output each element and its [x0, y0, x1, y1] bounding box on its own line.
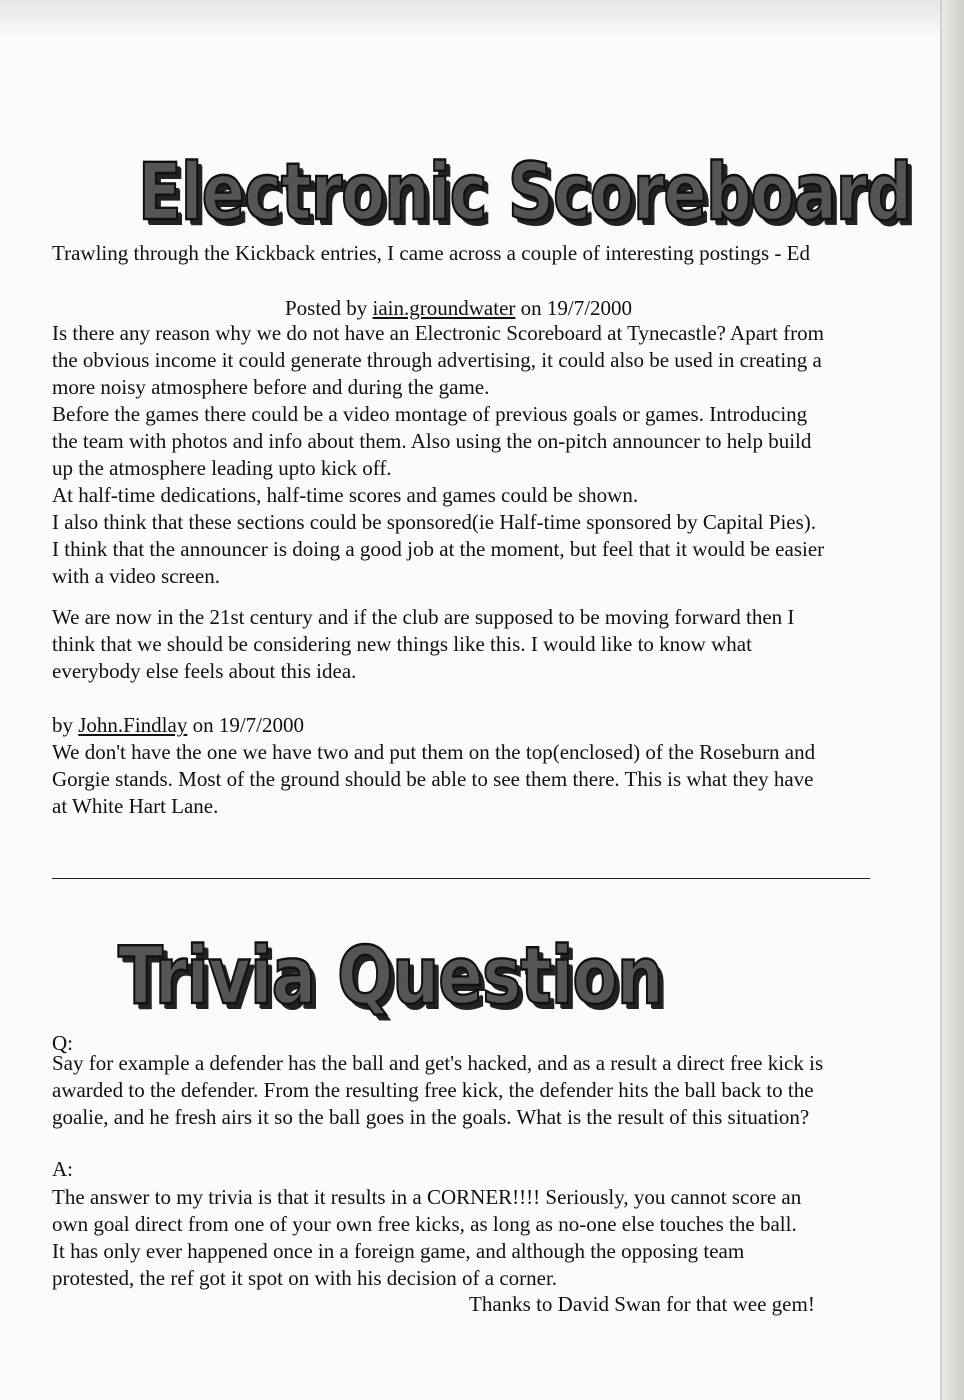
page-spine: [942, 0, 964, 1400]
post1-line: We are now in the 21st century and if the club are supposed to be moving forward then I: [52, 605, 795, 629]
posted-by-prefix: Posted by: [285, 296, 373, 320]
post1-line: more noisy atmosphere before and during the game.: [52, 375, 490, 399]
post2-body: [52, 739, 892, 820]
post1-line: everybody else feels about this idea.: [52, 659, 357, 683]
post1-line: with a video screen.: [52, 564, 220, 588]
post1-line: I also think that these sections could be sponsored(ie Half-time sponsored by Capital Pies).: [52, 510, 817, 534]
heading-trivia-question: Trivia Question: [118, 930, 663, 1023]
post1-line: I think that the announcer is doing a good job at the moment, but feel that it would be easier: [52, 537, 825, 561]
answer-line: The answer to my trivia is that it results in a CORNER!!!! Seriously, you cannot score an: [52, 1185, 802, 1209]
post1-line: up the atmosphere leading upto kick off.: [52, 456, 392, 480]
intro-line: Trawling through the Kickback entries, I came across a couple of interesting postings - Ed: [52, 241, 810, 265]
post1-author: iain.groundwater: [372, 296, 516, 320]
post2-date: on 19/7/2000: [187, 713, 305, 737]
heading-electronic-scoreboard: Electronic Scoreboard: [138, 148, 912, 239]
post1-line: Before the games there could be a video montage of previous goals or games. Introducing: [52, 402, 808, 426]
question-line: goalie, and he fresh airs it so the ball goes in the goals. What is the result of this situation?: [52, 1105, 810, 1129]
question-body: [52, 1050, 892, 1131]
answer-line: It has only ever happened once in a foreign game, and although the opposing team: [52, 1239, 745, 1263]
post1-line: At half-time dedications, half-time scores and games could be shown.: [52, 483, 639, 507]
thanks-line: Thanks to David Swan for that wee gem!: [469, 1292, 815, 1316]
post1-byline: [285, 296, 632, 321]
answer-body: [52, 1184, 892, 1292]
post1-line: the team with photos and info about them. Also using the on-pitch announcer to help build: [52, 429, 812, 453]
question-line: Say for example a defender has the ball and get's hacked, and as a result a direct free kick is: [52, 1051, 824, 1075]
answer-line: protested, the ref got it spot on with his decision of a corner.: [52, 1266, 558, 1290]
post2-byline: [52, 712, 892, 739]
post1-line: Is there any reason why we do not have an Electronic Scoreboard at Tynecastle? Apart from: [52, 321, 824, 345]
page-top-shadow: [0, 0, 964, 40]
by-prefix: by: [52, 713, 79, 737]
post1-body: [52, 320, 892, 590]
section-divider: [52, 878, 870, 879]
post1-date: on 19/7/2000: [515, 296, 633, 320]
post1-line: think that we should be considering new things like this. I would like to know what: [52, 632, 752, 656]
post2-line: at White Hart Lane.: [52, 794, 219, 818]
post2-line: Gorgie stands. Most of the ground should be able to see them there. This is what they have: [52, 767, 814, 791]
answer-line: own goal direct from one of your own free kicks, as long as no-one else touches the ball.: [52, 1212, 797, 1236]
answer-label: A:: [52, 1157, 73, 1181]
question-label: Q:: [52, 1031, 73, 1055]
post1-body-continued: [52, 604, 892, 685]
post2-author: John.Findlay: [78, 713, 188, 737]
post2-line: We don't have the one we have two and put them on the top(enclosed) of the Roseburn and: [52, 740, 816, 764]
post1-line: the obvious income it could generate through advertising, it could also be used in creating a: [52, 348, 822, 372]
question-line: awarded to the defender. From the resulting free kick, the defender hits the ball back to the: [52, 1078, 814, 1102]
